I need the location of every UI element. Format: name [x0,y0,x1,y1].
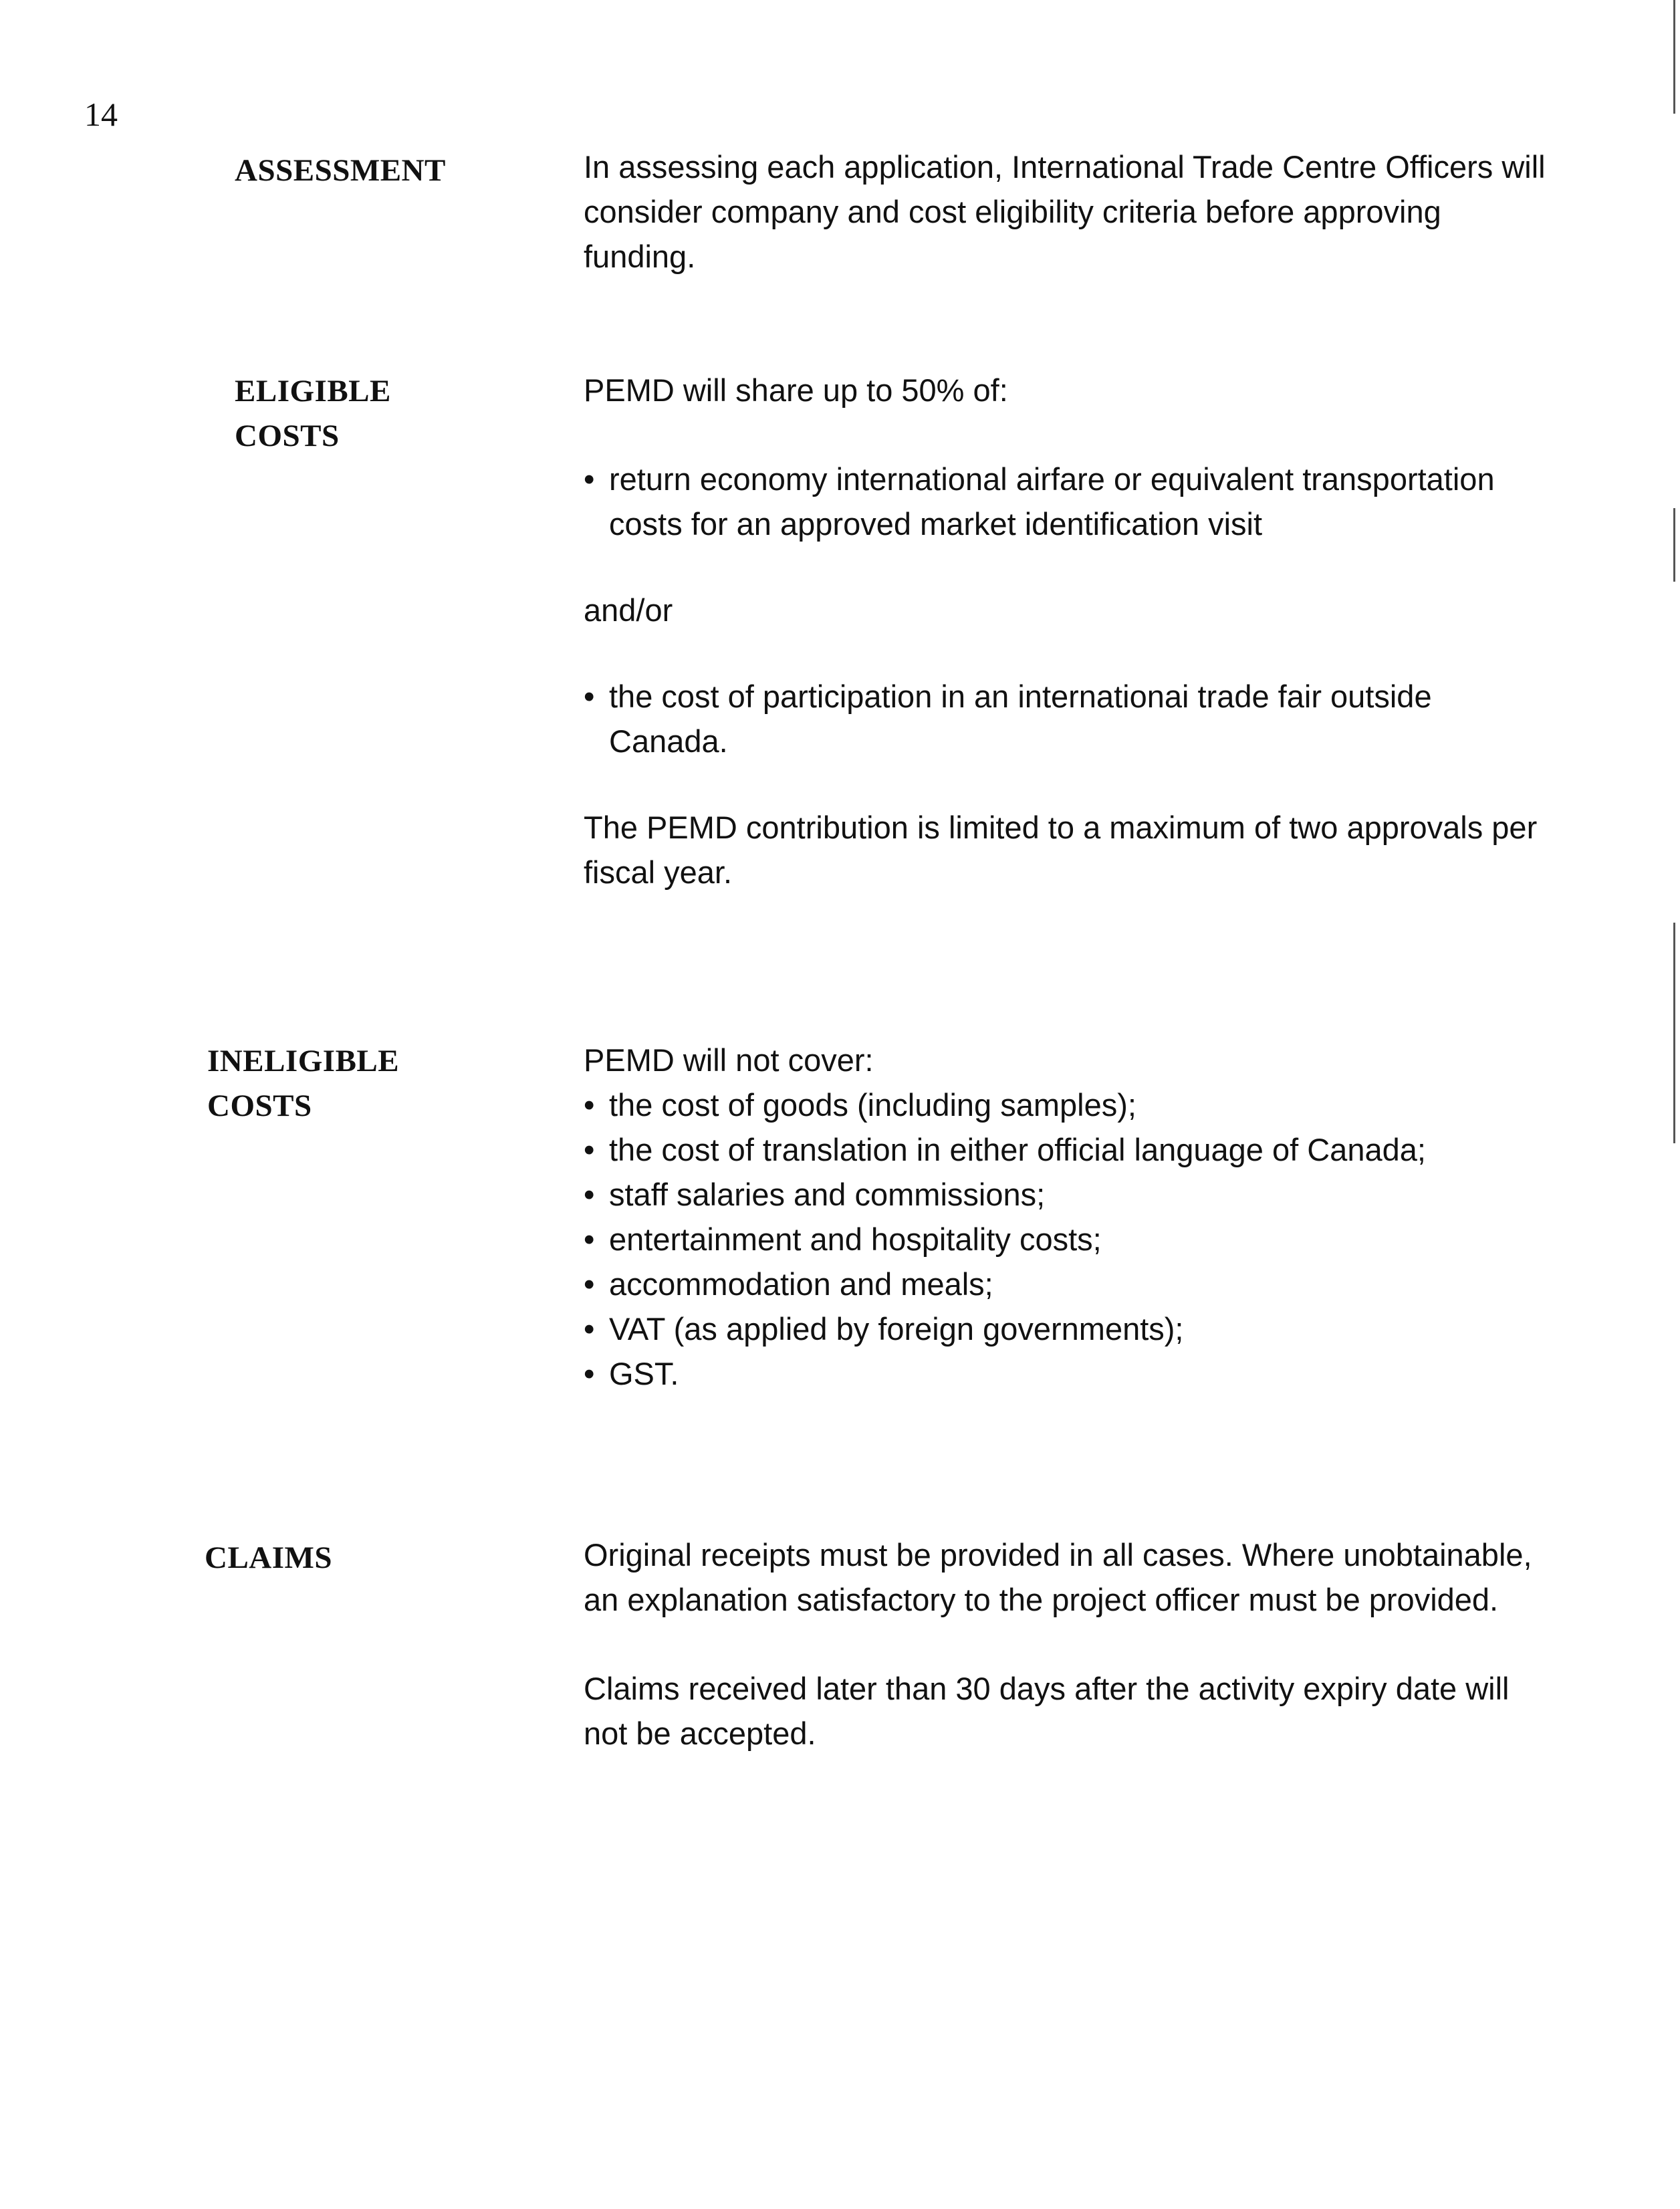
claims-paragraph-receipts: Original receipts must be provided in all cases. Where unobtainable, an explanation satisfactory to the project officer must be provided. [584,1537,1532,1617]
scan-edge-mark [1673,923,1675,1143]
ineligible-costs-heading-line2: COSTS [207,1088,312,1123]
ineligible-cost-item: • accommodation and meals; [584,1262,1546,1306]
assessment-body [584,144,1546,279]
ineligible-costs-intro: PEMD will not cover: [584,1042,874,1078]
ineligible-costs-list [584,1082,1546,1396]
eligible-costs-heading-line2: COSTS [235,419,340,453]
page-number: 14 [84,96,118,133]
eligible-costs-list-1 [584,457,1546,546]
ineligible-cost-item: • VAT (as applied by foreign governments); [584,1306,1546,1351]
assessment-heading [235,148,446,193]
scan-edge-mark [1673,0,1675,114]
eligible-cost-item-airfare: • return economy international airfare or equivalent transportation costs for an approved market identification visit [584,457,1546,546]
ineligible-cost-item: • the cost of translation in either official language of Canada; [584,1127,1546,1172]
eligible-costs-limit: The PEMD contribution is limited to a maximum of two approvals per fiscal year. [584,810,1538,890]
ineligible-costs-heading [207,1039,399,1129]
ineligible-cost-item: • GST. [584,1351,1546,1396]
assessment-text: In assessing each application, International Trade Centre Officers will consider company and cost eligibility criteria before approving funding. [584,149,1546,274]
eligible-costs-connector: and/or [584,592,673,628]
eligible-cost-item-trade-fair: • the cost of participation in an internationai trade fair outside Canada. [584,674,1546,764]
claims-body [584,1532,1546,1756]
spacer [584,632,1546,674]
scan-edge-mark [1673,508,1675,582]
eligible-costs-intro: PEMD will share up to 50% of: [584,372,1008,408]
ineligible-cost-item: • staff salaries and commissions; [584,1172,1546,1217]
spacer [584,764,1546,805]
ineligible-cost-item: • entertainment and hospitality costs; [584,1217,1546,1262]
eligible-costs-body [584,368,1546,895]
ineligible-cost-item: • the cost of goods (including samples); [584,1082,1546,1127]
spacer [584,546,1546,588]
ineligible-costs-heading-line1: INELIGIBLE [207,1044,400,1078]
eligible-costs-list-2 [584,674,1546,764]
eligible-costs-heading [235,369,391,459]
assessment-heading-text: ASSESSMENT [235,153,446,188]
spacer [584,1622,1546,1666]
spacer [584,413,1546,457]
claims-paragraph-deadline: Claims received later than 30 days after the activity expiry date will not be accepted. [584,1671,1510,1751]
claims-heading [205,1536,332,1581]
eligible-costs-heading-line1: ELIGIBLE [235,374,391,409]
ineligible-costs-body [584,1038,1546,1396]
claims-heading-text: CLAIMS [205,1540,333,1575]
